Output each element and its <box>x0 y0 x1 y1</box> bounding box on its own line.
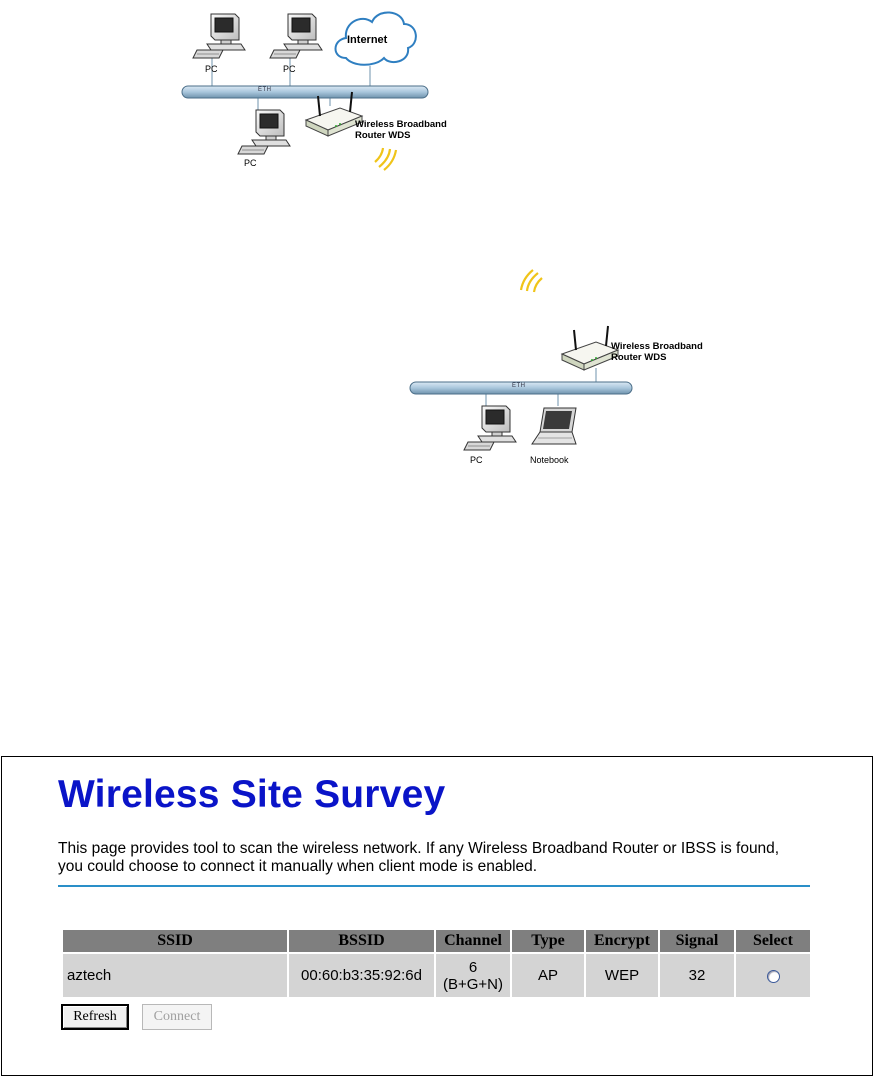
channel-number: 6 <box>468 958 478 976</box>
top-pc3-label: PC <box>244 158 257 168</box>
column-header-select: Select <box>736 930 810 952</box>
notebook-icon <box>532 408 576 444</box>
top-pc1-icon <box>193 14 245 58</box>
top-pc2-icon <box>270 14 322 58</box>
diagram-graphics <box>0 0 876 480</box>
page-title: Wireless Site Survey <box>58 773 446 816</box>
bottom-router-icon <box>562 326 618 370</box>
bottom-router-label-line1: Wireless Broadband <box>611 341 703 352</box>
cell-bssid: 00:60:b3:35:92:6d <box>289 954 434 997</box>
cell-select <box>736 954 810 997</box>
notebook-label: Notebook <box>530 455 569 465</box>
bottom-pc-icon <box>464 406 516 450</box>
top-pc1-label: PC <box>205 64 218 74</box>
top-router-label-line2: Router WDS <box>355 130 411 141</box>
cell-type: AP <box>512 954 584 997</box>
bottom-router-label-line2: Router WDS <box>611 352 667 363</box>
cell-ssid: aztech <box>63 954 287 997</box>
site-survey-panel <box>1 756 873 1076</box>
refresh-button[interactable]: Refresh <box>61 1004 129 1030</box>
column-header-bssid: BSSID <box>289 930 434 952</box>
top-bus-label: ETH <box>258 87 272 93</box>
bottom-bus-label: ETH <box>512 383 526 389</box>
column-header-encrypt: Encrypt <box>586 930 658 952</box>
column-header-channel: Channel <box>436 930 510 952</box>
connect-button[interactable]: Connect <box>142 1004 212 1030</box>
cell-encrypt: WEP <box>586 954 658 997</box>
column-header-ssid: SSID <box>63 930 287 952</box>
cell-signal: 32 <box>660 954 734 997</box>
table-header-row <box>63 930 810 952</box>
bottom-wifi-signal-icon <box>521 270 542 292</box>
top-pc2-label: PC <box>283 64 296 74</box>
top-ethernet-bus <box>182 86 428 98</box>
column-header-type: Type <box>512 930 584 952</box>
title-divider <box>58 885 810 887</box>
page-description: This page provides tool to scan the wireless network. If any Wireless Broadband Router or IBSS is found, you could choose to connect it manually when client mode is enabled. <box>58 840 780 875</box>
top-wifi-signal-icon <box>375 148 396 170</box>
top-pc3-icon <box>238 110 290 154</box>
network-diagram <box>0 0 876 480</box>
cell-channel <box>436 954 510 997</box>
table-row <box>63 954 810 997</box>
survey-table <box>61 928 812 999</box>
top-router-icon <box>306 92 362 136</box>
select-radio[interactable] <box>767 970 780 983</box>
channel-mode: (B+G+N) <box>442 975 503 993</box>
internet-label: Internet <box>347 34 388 46</box>
top-router-label-line1: Wireless Broadband <box>355 119 447 130</box>
column-header-signal: Signal <box>660 930 734 952</box>
bottom-pc-label: PC <box>470 455 483 465</box>
